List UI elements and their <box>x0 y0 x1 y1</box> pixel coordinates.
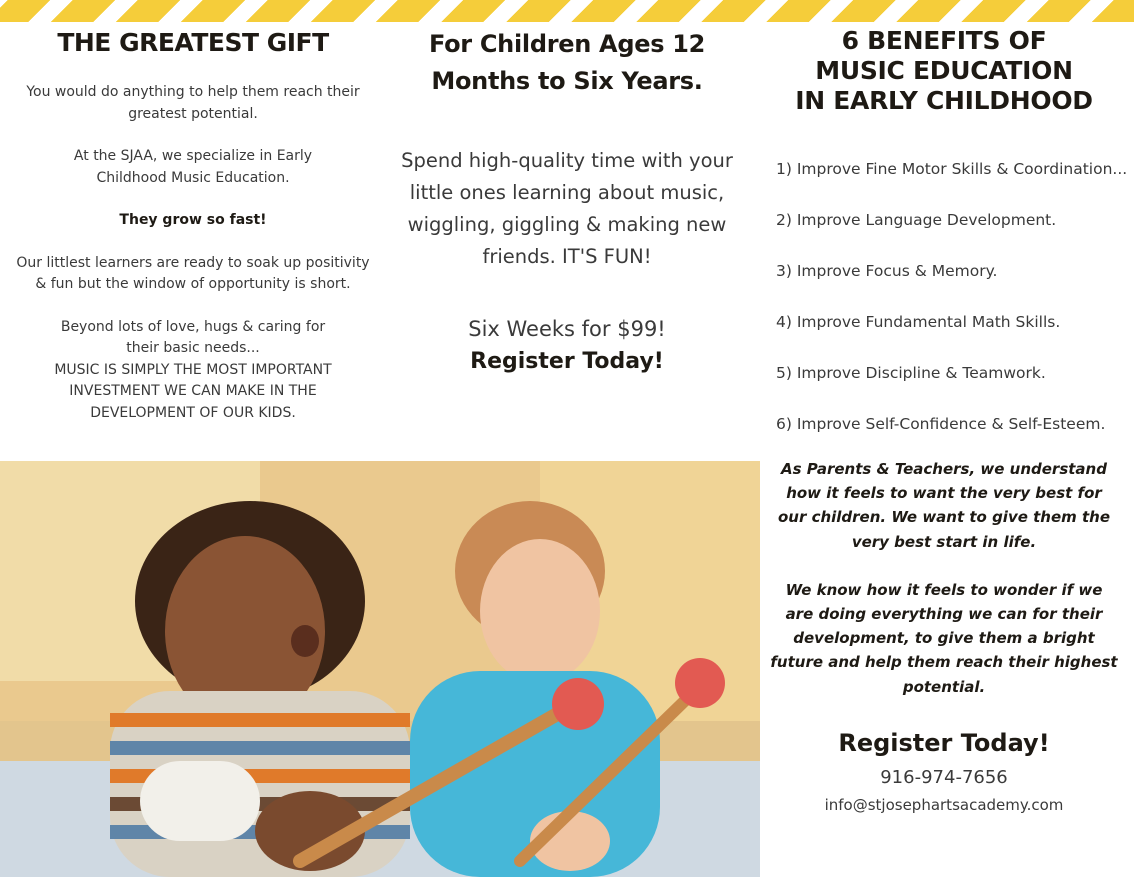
children-playing-music-photo <box>0 461 760 877</box>
benefit-item: 5) Improve Discipline & Teamwork. <box>776 364 1046 382</box>
left-paragraph-basic-needs: Beyond lots of love, hugs & caring for their basic needs... <box>60 318 326 356</box>
greatest-gift-heading: THE GREATEST GIFT <box>57 28 329 57</box>
ages-heading <box>400 26 734 100</box>
wonder-note: We know how it feels to wonder if we are doing everything we can for their development, to give them a bright future and help them reach their highest potential. <box>770 580 1118 696</box>
left-paragraph-most-important: MUSIC IS SIMPLY THE MOST IMPORTANT INVESTMENT WE CAN MAKE IN THE DEVELOPMENT OF OUR KIDS. <box>54 361 332 421</box>
benefit-item: 6) Improve Self-Confidence & Self-Esteem. <box>776 415 1106 433</box>
middle-body-text: Spend high-quality time with your little ones learning about music, wiggling, giggling & making new friends. IT'S FUN! <box>401 149 733 268</box>
benefits-heading-line-1: 6 BENEFITS OF <box>841 26 1047 55</box>
right-column <box>760 26 1128 814</box>
benefits-heading <box>760 26 1128 116</box>
left-paragraph-specialize: At the SJAA, we specialize in Early Childhood Music Education. <box>73 148 313 186</box>
benefits-heading-line-2: MUSIC EDUCATION <box>815 56 1073 85</box>
benefits-list <box>760 157 1128 437</box>
phone-number: 916-974-7656 <box>880 766 1008 788</box>
left-paragraph-grow-fast: They grow so fast! <box>119 212 267 228</box>
ages-heading-line-2: Months to Six Years. <box>431 67 703 95</box>
left-paragraph-music-investment <box>12 317 374 425</box>
benefits-heading-line-3: IN EARLY CHILDHOOD <box>795 86 1093 115</box>
parents-teachers-note: As Parents & Teachers, we understand how it feels to want the very best for our children. We want to give them the very best start in life. <box>777 460 1111 551</box>
left-column <box>12 26 374 424</box>
benefit-item: 4) Improve Fundamental Math Skills. <box>776 313 1061 331</box>
email-address: info@stjosephartsacademy.com <box>824 795 1064 814</box>
yellow-stripe-border <box>0 0 1134 22</box>
photo-illustration <box>0 461 760 877</box>
price-text: Six Weeks for $99! <box>468 317 666 341</box>
ages-heading-line-1: For Children Ages 12 <box>428 30 706 58</box>
middle-register-today: Register Today! <box>470 349 664 374</box>
benefit-item: 3) Improve Focus & Memory. <box>776 262 998 280</box>
middle-column <box>400 26 734 374</box>
benefit-item: 1) Improve Fine Motor Skills & Coordination... <box>776 160 1128 178</box>
right-register-today: Register Today! <box>838 728 1050 757</box>
left-paragraph-littlest-learners: Our littlest learners are ready to soak up positivity & fun but the window of opportunity is short. <box>16 254 370 292</box>
left-paragraph-potential: You would do anything to help them reach their greatest potential. <box>26 84 360 122</box>
benefit-item: 2) Improve Language Development. <box>776 211 1057 229</box>
